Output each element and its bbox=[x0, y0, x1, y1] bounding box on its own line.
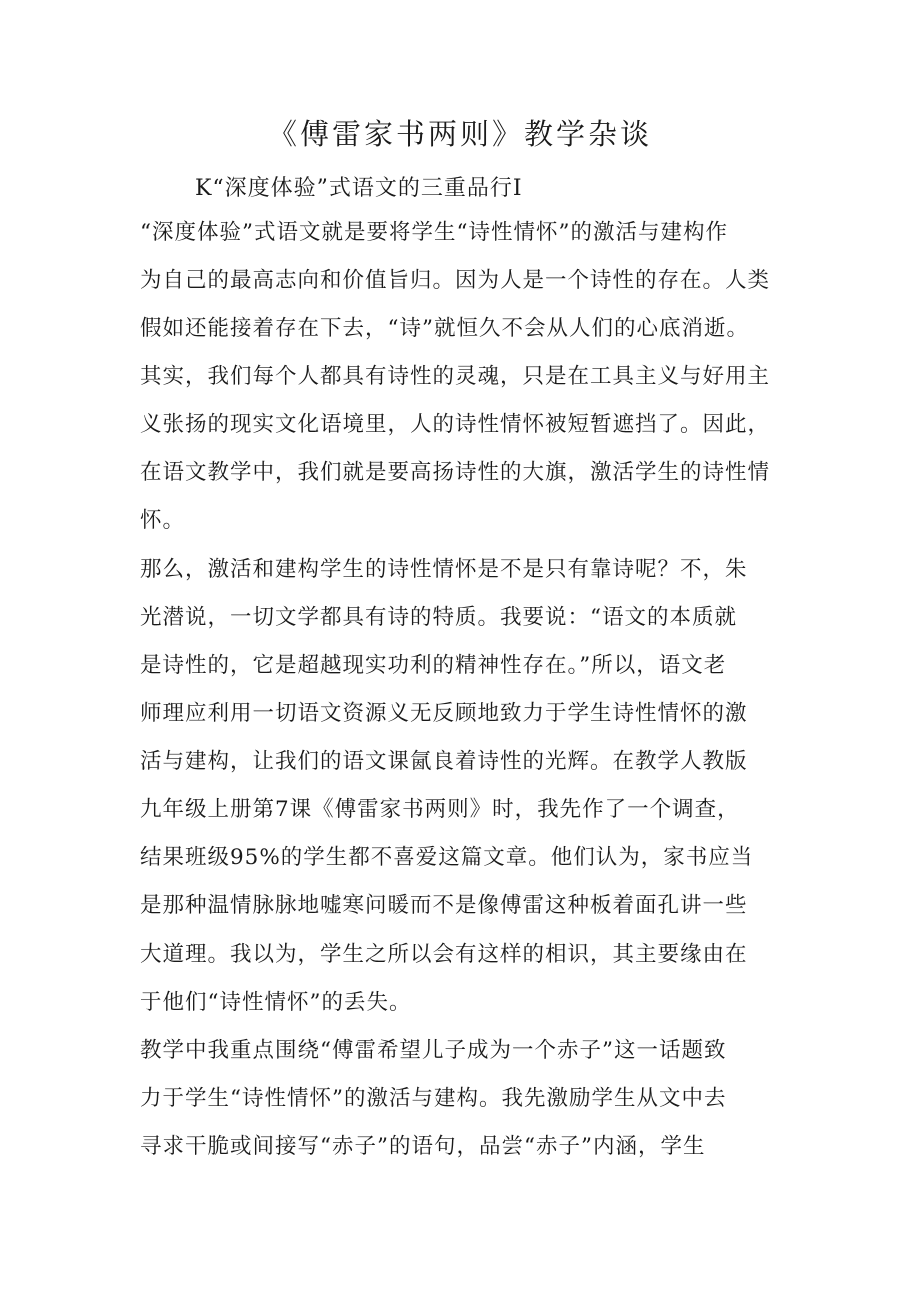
paragraph-line: 结果班级95%的学生都不喜爱这篇文章。他们认为，家书应当 bbox=[140, 845, 754, 870]
paragraph-line: 其实，我们每个人都具有诗性的灵魂，只是在工具主义与好用主 bbox=[140, 364, 771, 389]
paragraph-line: 教学中我重点围绕“傅雷希望儿子成为一个赤子”这一话题致 bbox=[140, 1038, 727, 1063]
paragraph-line: 于他们“诗性情怀”的丢失。 bbox=[140, 990, 412, 1015]
paragraph-line: 光潜说，一切文学都具有诗的特质。我要说：“语文的本质就 bbox=[140, 605, 737, 630]
paragraph-line: 寻求干脆或间接写“赤子”的语句，品尝“赤子”内涵，学生 bbox=[140, 1134, 706, 1159]
paragraph-line: 那么，激活和建构学生的诗性情怀是不是只有靠诗呢？不，朱 bbox=[140, 557, 748, 582]
document-subtitle: K“深度体验”式语文的三重品行I bbox=[195, 176, 523, 201]
paragraph-line: 在语文教学中，我们就是要高扬诗性的大旗，激活学生的诗性情 bbox=[140, 460, 771, 485]
paragraph-line: 九年级上册第7课《傅雷家书两则》时，我先作了一个调查， bbox=[140, 797, 740, 822]
paragraph-line: “深度体验”式语文就是要将学生“诗性情怀”的激活与建构作 bbox=[140, 220, 728, 245]
paragraph-line: 是诗性的，它是超越现实功利的精神性存在。”所以，语文老 bbox=[140, 653, 727, 678]
paragraph-line: 假如还能接着存在下去，“诗”就恒久不会从人们的心底消逝。 bbox=[140, 316, 749, 341]
paragraph-line: 大道理。我以为，学生之所以会有这样的相识，其主要缘由在 bbox=[140, 942, 748, 967]
paragraph-line: 师理应利用一切语文资源义无反顾地致力于学生诗性情怀的激 bbox=[140, 701, 748, 726]
document-title: 《傅雷家书两则》教学杂谈 bbox=[267, 117, 652, 151]
paragraph-line: 怀。 bbox=[140, 508, 186, 533]
paragraph-line: 是那种温情脉脉地嘘寒问暖而不是像傅雷这种板着面孔讲一些 bbox=[140, 893, 748, 918]
paragraph-line: 力于学生“诗性情怀”的激活与建构。我先激励学生从文中去 bbox=[140, 1086, 727, 1111]
paragraph-line: 活与建构，让我们的语文课氤良着诗性的光辉。在教学人教版 bbox=[140, 749, 748, 774]
paragraph-line: 为自己的最高志向和价值旨归。因为人是一个诗性的存在。人类 bbox=[140, 268, 771, 293]
paragraph-line: 义张扬的现实文化语境里，人的诗性情怀被短暂遮挡了。因此， bbox=[140, 412, 771, 437]
